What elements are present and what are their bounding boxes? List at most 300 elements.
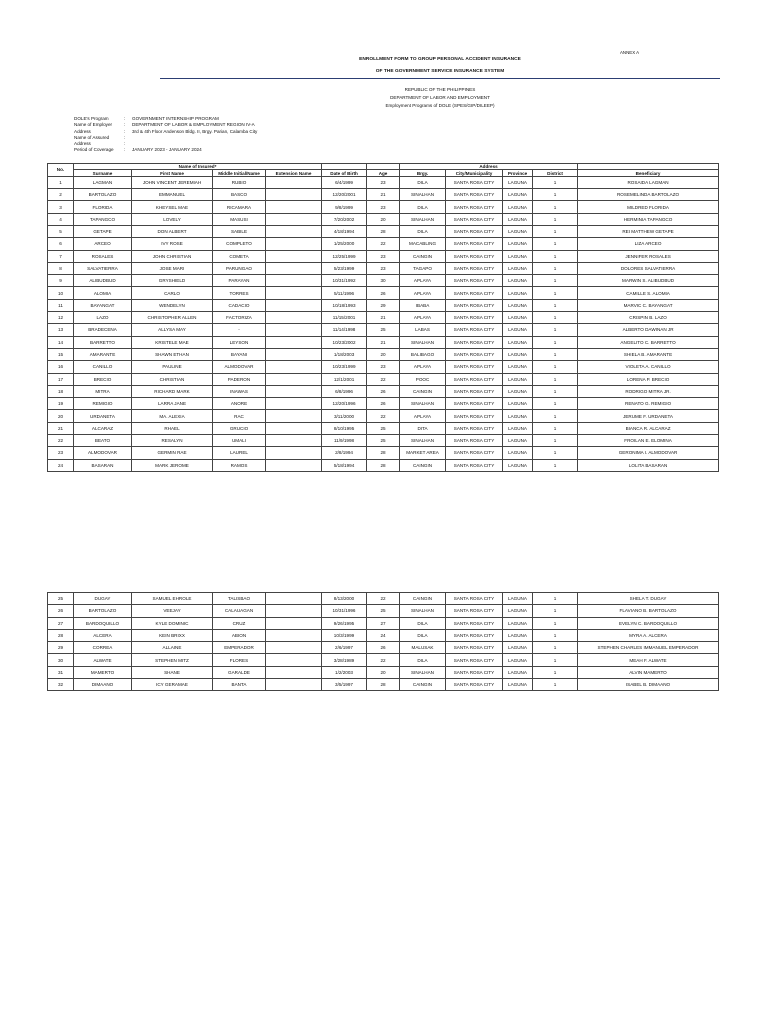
cell-date-of-birth: 4/18/1994 [322, 225, 367, 237]
cell-district: 1 [533, 201, 578, 213]
cell-date-of-birth: 9/8/1999 [322, 201, 367, 213]
cell-age: 30 [367, 275, 400, 287]
cell-no: 28 [48, 629, 74, 641]
cell-age: 28 [367, 225, 400, 237]
cell-middle-name: INAWAS [213, 385, 266, 397]
cell-no: 1 [48, 176, 74, 188]
cell-middle-name: LAUREL [213, 447, 266, 459]
cell-city: SANTA ROSA CITY [446, 422, 503, 434]
cell-district: 1 [533, 189, 578, 201]
cell-extension-name [266, 213, 322, 225]
cell-beneficiary: CRISPIN B. LAZO [578, 312, 719, 324]
cell-first-name: ALLYSA MAY [132, 324, 213, 336]
cell-beneficiary: CAMILLE S. ALOMIA [578, 287, 719, 299]
cell-city: SANTA ROSA CITY [446, 654, 503, 666]
info-row-assured-address: Address : [74, 141, 126, 147]
cell-district: 1 [533, 422, 578, 434]
cell-city: SANTA ROSA CITY [446, 176, 503, 188]
cell-brgy: DILA [400, 629, 446, 641]
info-value: JANUARY 2023 - JANUARY 2024 [132, 147, 202, 153]
cell-no: 23 [48, 447, 74, 459]
cell-province: LAGUNA [503, 435, 533, 447]
cell-district: 1 [533, 299, 578, 311]
cell-age: 22 [367, 654, 400, 666]
cell-beneficiary: REI MATTHEW GETAPE [578, 225, 719, 237]
cell-province: LAGUNA [503, 201, 533, 213]
cell-city: SANTA ROSA CITY [446, 324, 503, 336]
cell-middle-name: UMALI [213, 435, 266, 447]
cell-extension-name [266, 361, 322, 373]
cell-surname: BARTOLAZO [74, 605, 132, 617]
cell-extension-name [266, 176, 322, 188]
cell-surname: FLORIDA [74, 201, 132, 213]
cell-beneficiary: ALBERTO DAWINAN JR [578, 324, 719, 336]
cell-age: 26 [367, 287, 400, 299]
cell-beneficiary: ALVIN MAMERTO [578, 666, 719, 678]
cell-no: 30 [48, 654, 74, 666]
table-row [48, 348, 719, 360]
cell-province: LAGUNA [503, 593, 533, 605]
cell-age: 22 [367, 373, 400, 385]
cell-middle-name: FACTORIZA [213, 312, 266, 324]
cell-age: 25 [367, 422, 400, 434]
info-row-assured: Name of Assured : [74, 134, 126, 140]
cell-beneficiary: BIANCA R. ALCARAZ [578, 422, 719, 434]
cell-surname: CANILLO [74, 361, 132, 373]
annex-label: ANNEX A [620, 50, 640, 55]
header-first-name: First Name [132, 170, 213, 176]
cell-extension-name [266, 336, 322, 348]
cell-middle-name: BANTA [213, 679, 266, 691]
title-divider [160, 78, 720, 79]
cell-district: 1 [533, 373, 578, 385]
cell-district: 1 [533, 213, 578, 225]
table-row [48, 213, 719, 225]
cell-extension-name [266, 398, 322, 410]
cell-no: 10 [48, 287, 74, 299]
cell-district: 1 [533, 348, 578, 360]
cell-province: LAGUNA [503, 324, 533, 336]
cell-province: LAGUNA [503, 299, 533, 311]
cell-brgy: DILA [400, 617, 446, 629]
cell-age: 25 [367, 605, 400, 617]
info-row-address: Address : 3rd & 4th Floor Andenson Bldg. II, Brgy. Parian, Calamba City [74, 128, 258, 134]
cell-age: 21 [367, 336, 400, 348]
cell-surname: REMIGIO [74, 398, 132, 410]
header-middle-name: Middle Initial/Name [213, 170, 266, 176]
table-row [48, 201, 719, 213]
cell-brgy: BALIBAGO [400, 348, 446, 360]
cell-district: 1 [533, 398, 578, 410]
cell-extension-name [266, 422, 322, 434]
cell-age: 25 [367, 324, 400, 336]
cell-brgy: SINALHAN [400, 189, 446, 201]
cell-first-name: LOVELY [132, 213, 213, 225]
cell-province: LAGUNA [503, 385, 533, 397]
cell-city: SANTA ROSA CITY [446, 605, 503, 617]
cell-date-of-birth: 12/20/2001 [322, 189, 367, 201]
cell-province: LAGUNA [503, 459, 533, 471]
cell-brgy: SINALHAN [400, 398, 446, 410]
cell-city: SANTA ROSA CITY [446, 299, 503, 311]
table-row [48, 225, 719, 237]
cell-beneficiary: MARVIC C. BAYANGAT [578, 299, 719, 311]
cell-first-name: GERMIN RAE [132, 447, 213, 459]
cell-extension-name [266, 312, 322, 324]
table-row [48, 398, 719, 410]
cell-extension-name [266, 459, 322, 471]
table-row [48, 629, 719, 641]
cell-brgy: APLAYA [400, 287, 446, 299]
cell-surname: MAMERTO [74, 666, 132, 678]
cell-district: 1 [533, 336, 578, 348]
cell-no: 6 [48, 238, 74, 250]
cell-first-name: KYLE DOMINIC [132, 617, 213, 629]
cell-city: SANTA ROSA CITY [446, 398, 503, 410]
header-district: District [533, 170, 578, 176]
cell-extension-name [266, 201, 322, 213]
info-label: Period of Coverage [74, 147, 114, 153]
cell-district: 1 [533, 679, 578, 691]
table-row [48, 324, 719, 336]
info-row-employer: Name of Employer : DEPARTMENT OF LABOR & EMPLOYMENT REGION IV-A [74, 122, 255, 128]
cell-no: 5 [48, 225, 74, 237]
cell-province: LAGUNA [503, 348, 533, 360]
cell-brgy: CAINGIN [400, 679, 446, 691]
info-label: Name of Assured [74, 134, 110, 140]
cell-province: LAGUNA [503, 398, 533, 410]
cell-district: 1 [533, 447, 578, 459]
cell-date-of-birth: 11/15/2001 [322, 312, 367, 324]
cell-no: 31 [48, 666, 74, 678]
cell-city: SANTA ROSA CITY [446, 275, 503, 287]
cell-province: LAGUNA [503, 287, 533, 299]
cell-extension-name [266, 617, 322, 629]
cell-middle-name: RAC [213, 410, 266, 422]
cell-middle-name: GARALDE [213, 666, 266, 678]
cell-no: 27 [48, 617, 74, 629]
cell-extension-name [266, 189, 322, 201]
cell-city: SANTA ROSA CITY [446, 348, 503, 360]
cell-age: 22 [367, 410, 400, 422]
info-label: Address [74, 128, 91, 134]
cell-middle-name: ANORE [213, 398, 266, 410]
cell-district: 1 [533, 617, 578, 629]
cell-date-of-birth: 10/31/1992 [322, 275, 367, 287]
table-row [48, 459, 719, 471]
cell-beneficiary: JERUME F. URDANETA [578, 410, 719, 422]
cell-age: 26 [367, 642, 400, 654]
cell-district: 1 [533, 642, 578, 654]
header-surname: Surname [74, 170, 132, 176]
cell-no: 26 [48, 605, 74, 617]
form-title-line1: ENROLLMENT FORM TO GROUP PERSONAL ACCIDENT INSURANCE [359, 57, 521, 62]
info-row-program: DOLE's Program : GOVERNMENT INTERNSHIP PROGRAM [74, 116, 219, 121]
cell-brgy: CAINGIN [400, 593, 446, 605]
cell-extension-name [266, 654, 322, 666]
cell-surname: ALCERA [74, 629, 132, 641]
cell-date-of-birth: 7/20/2002 [322, 213, 367, 225]
cell-middle-name: PADERON [213, 373, 266, 385]
cell-district: 1 [533, 666, 578, 678]
info-label: Address [74, 141, 91, 147]
cell-surname: BRECIO [74, 373, 132, 385]
cell-no: 25 [48, 593, 74, 605]
form-info-block [74, 116, 257, 154]
cell-date-of-birth: 8/13/2000 [322, 593, 367, 605]
cell-province: LAGUNA [503, 642, 533, 654]
cell-province: LAGUNA [503, 410, 533, 422]
cell-no: 19 [48, 398, 74, 410]
table-row [48, 654, 719, 666]
cell-surname: CORREA [74, 642, 132, 654]
cell-province: LAGUNA [503, 605, 533, 617]
cell-surname: BAYANGAT [74, 299, 132, 311]
cell-age: 26 [367, 398, 400, 410]
cell-surname: BEATO [74, 435, 132, 447]
table-row [48, 679, 719, 691]
cell-no: 17 [48, 373, 74, 385]
cell-extension-name [266, 642, 322, 654]
cell-brgy: APLAYA [400, 410, 446, 422]
cell-surname: SALVATIERRA [74, 262, 132, 274]
cell-date-of-birth: 5/23/1999 [322, 262, 367, 274]
cell-first-name: MARK JEROME [132, 459, 213, 471]
cell-middle-name: COMPLETO [213, 238, 266, 250]
cell-district: 1 [533, 238, 578, 250]
cell-surname: BARTOLAZO [74, 189, 132, 201]
cell-city: SANTA ROSA CITY [446, 287, 503, 299]
cell-city: SANTA ROSA CITY [446, 189, 503, 201]
header-province: Province [503, 170, 533, 176]
cell-no: 29 [48, 642, 74, 654]
cell-age: 21 [367, 312, 400, 324]
cell-surname: MITRA [74, 385, 132, 397]
cell-city: SANTA ROSA CITY [446, 385, 503, 397]
cell-age: 21 [367, 189, 400, 201]
cell-city: SANTA ROSA CITY [446, 410, 503, 422]
cell-no: 3 [48, 201, 74, 213]
cell-city: SANTA ROSA CITY [446, 617, 503, 629]
cell-first-name: CHRISTOPHER ALLEN [132, 312, 213, 324]
cell-city: SANTA ROSA CITY [446, 361, 503, 373]
cell-city: SANTA ROSA CITY [446, 593, 503, 605]
cell-middle-name: - [213, 324, 266, 336]
cell-district: 1 [533, 654, 578, 666]
cell-age: 22 [367, 238, 400, 250]
cell-beneficiary: ROSAIDA LAGMAN [578, 176, 719, 188]
table-row [48, 617, 719, 629]
cell-first-name: KHEYSEL MAE [132, 201, 213, 213]
table-row [48, 287, 719, 299]
cell-brgy: DILA [400, 225, 446, 237]
cell-age: 24 [367, 629, 400, 641]
cell-first-name: RESALYN [132, 435, 213, 447]
cell-city: SANTA ROSA CITY [446, 629, 503, 641]
cell-first-name: STEPHEN MITZ [132, 654, 213, 666]
cell-brgy: DILA [400, 654, 446, 666]
cell-surname: GETAPE [74, 225, 132, 237]
cell-district: 1 [533, 410, 578, 422]
cell-middle-name: COMETA [213, 250, 266, 262]
cell-city: SANTA ROSA CITY [446, 336, 503, 348]
cell-brgy: POOC [400, 373, 446, 385]
cell-first-name: DON ALBERT [132, 225, 213, 237]
cell-beneficiary: ISABEL B. DIMAANO [578, 679, 719, 691]
cell-date-of-birth: 11/9/1998 [322, 435, 367, 447]
cell-middle-name: SABILE [213, 225, 266, 237]
cell-age: 23 [367, 176, 400, 188]
cell-extension-name [266, 250, 322, 262]
subtitle-department: DEPARTMENT OF LABOR AND EMPLOYMENT [390, 95, 490, 100]
cell-brgy: CAINGIN [400, 385, 446, 397]
cell-surname: LAZO [74, 312, 132, 324]
cell-middle-name: MASUSI [213, 213, 266, 225]
cell-brgy: DITA [400, 422, 446, 434]
cell-middle-name: BASCO [213, 189, 266, 201]
cell-middle-name: CALAUAGAN [213, 605, 266, 617]
cell-province: LAGUNA [503, 250, 533, 262]
cell-beneficiary: STEPHEN CHARLES IMMANUEL EMPERADOR [578, 642, 719, 654]
cell-extension-name [266, 275, 322, 287]
cell-first-name: MA. ALEXIA [132, 410, 213, 422]
cell-first-name: IVY ROSE [132, 238, 213, 250]
cell-brgy: TAGAPO [400, 262, 446, 274]
header-name-group: Name of Insured* [74, 164, 322, 170]
cell-no: 9 [48, 275, 74, 287]
cell-surname: DIMAANO [74, 679, 132, 691]
table-row [48, 336, 719, 348]
table-row [48, 238, 719, 250]
cell-no: 32 [48, 679, 74, 691]
cell-beneficiary: LORENA P. BRECIO [578, 373, 719, 385]
cell-middle-name: TORRES [213, 287, 266, 299]
cell-middle-name: RUBIO [213, 176, 266, 188]
table-row [48, 189, 719, 201]
header-date-of-birth: Date of Birth [322, 170, 367, 176]
cell-extension-name [266, 262, 322, 274]
table-body-page2 [48, 593, 719, 691]
cell-age: 25 [367, 435, 400, 447]
header-extension-name: Extension Name [266, 170, 322, 176]
cell-age: 23 [367, 201, 400, 213]
cell-brgy: SINALHAN [400, 435, 446, 447]
cell-brgy: CAINGIN [400, 250, 446, 262]
cell-extension-name [266, 435, 322, 447]
cell-district: 1 [533, 176, 578, 188]
table-row [48, 410, 719, 422]
cell-brgy: APLAYA [400, 275, 446, 287]
cell-extension-name [266, 593, 322, 605]
cell-age: 28 [367, 459, 400, 471]
cell-district: 1 [533, 435, 578, 447]
cell-first-name: RHAEL [132, 422, 213, 434]
cell-surname: ALMODOVAR [74, 447, 132, 459]
cell-beneficiary: ROSEMELINDA BARTOLAZO [578, 189, 719, 201]
cell-extension-name [266, 287, 322, 299]
table-row [48, 176, 719, 188]
cell-province: LAGUNA [503, 666, 533, 678]
info-row-coverage: Period of Coverage : JANUARY 2023 - JANUARY 2024 [74, 147, 202, 153]
cell-beneficiary: MYRA A. ALCERA [578, 629, 719, 641]
cell-date-of-birth: 6/4/1999 [322, 176, 367, 188]
info-label: Name of Employer [74, 122, 113, 128]
cell-date-of-birth: 3/5/1997 [322, 679, 367, 691]
cell-beneficiary: MILDRED FLORIDA [578, 201, 719, 213]
cell-age: 27 [367, 617, 400, 629]
cell-date-of-birth: 1/2/2003 [322, 666, 367, 678]
cell-age: 20 [367, 348, 400, 360]
cell-beneficiary: HERMINIA TAPANGCO [578, 213, 719, 225]
cell-city: SANTA ROSA CITY [446, 435, 503, 447]
cell-first-name: PAULINE [132, 361, 213, 373]
cell-province: LAGUNA [503, 225, 533, 237]
cell-first-name: SHAWN ETHAN [132, 348, 213, 360]
cell-age: 26 [367, 385, 400, 397]
cell-city: SANTA ROSA CITY [446, 213, 503, 225]
cell-district: 1 [533, 312, 578, 324]
cell-age: 23 [367, 262, 400, 274]
cell-district: 1 [533, 605, 578, 617]
cell-beneficiary: MARWIN S. ALIBUDBUD [578, 275, 719, 287]
cell-extension-name [266, 629, 322, 641]
cell-first-name: CHRISTIAN [132, 373, 213, 385]
table-row [48, 361, 719, 373]
cell-first-name: WENDELYN [132, 299, 213, 311]
cell-city: SANTA ROSA CITY [446, 679, 503, 691]
cell-city: SANTA ROSA CITY [446, 312, 503, 324]
cell-beneficiary: RENATO G. REMIGIO [578, 398, 719, 410]
subtitle-republic: REPUBLIC OF THE PHILIPPINES [404, 87, 476, 92]
cell-surname: BARDOQUILLO [74, 617, 132, 629]
cell-surname: AMARANTE [74, 348, 132, 360]
cell-date-of-birth: 12/20/1996 [322, 398, 367, 410]
cell-middle-name: ABION [213, 629, 266, 641]
table-row [48, 642, 719, 654]
cell-date-of-birth: 10/18/1993 [322, 299, 367, 311]
table-row [48, 373, 719, 385]
cell-date-of-birth: 8/10/1995 [322, 422, 367, 434]
cell-middle-name: FLORES [213, 654, 266, 666]
cell-city: SANTA ROSA CITY [446, 373, 503, 385]
insured-table-page2 [47, 592, 719, 691]
cell-age: 28 [367, 679, 400, 691]
cell-date-of-birth: 1/18/2003 [322, 348, 367, 360]
cell-extension-name [266, 225, 322, 237]
header-city: City/Municipality [446, 170, 503, 176]
cell-no: 18 [48, 385, 74, 397]
table-row [48, 312, 719, 324]
cell-date-of-birth: 5/11/1996 [322, 287, 367, 299]
cell-age: 22 [367, 593, 400, 605]
cell-province: LAGUNA [503, 629, 533, 641]
cell-date-of-birth: 12/25/1999 [322, 250, 367, 262]
cell-brgy: SINALHAN [400, 666, 446, 678]
cell-beneficiary: SHIELA B. AMARANTE [578, 348, 719, 360]
cell-province: LAGUNA [503, 176, 533, 188]
cell-province: LAGUNA [503, 275, 533, 287]
cell-no: 20 [48, 410, 74, 422]
cell-surname: TAPANGCO [74, 213, 132, 225]
cell-district: 1 [533, 361, 578, 373]
cell-age: 20 [367, 666, 400, 678]
table-row [48, 447, 719, 459]
cell-brgy: DILA [400, 176, 446, 188]
cell-date-of-birth: 2/8/1994 [322, 447, 367, 459]
table-row [48, 666, 719, 678]
cell-no: 14 [48, 336, 74, 348]
cell-extension-name [266, 679, 322, 691]
